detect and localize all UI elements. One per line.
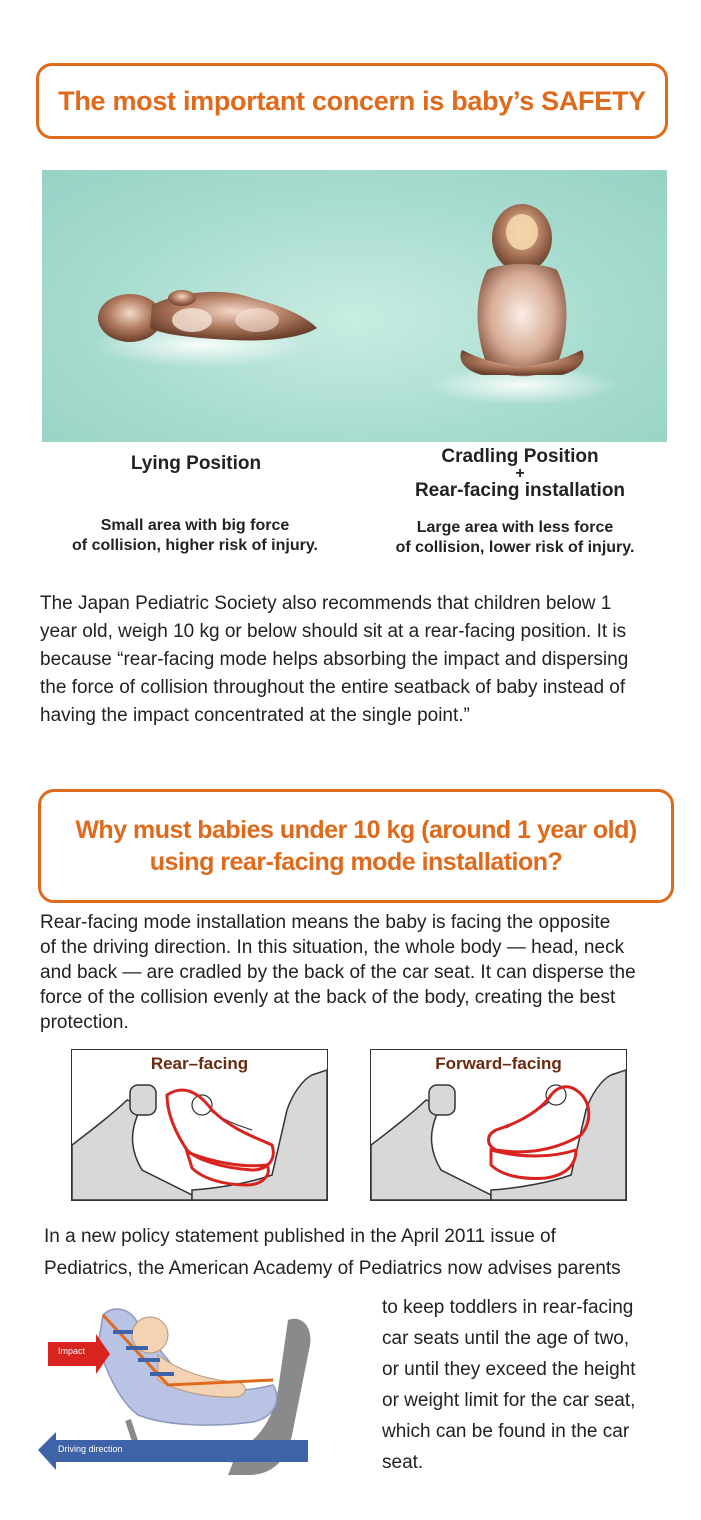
rear-facing-seat-illustration <box>72 1050 327 1200</box>
paragraph-line: Pediatrics, the American Academy of Pediatrics now advises parents <box>44 1258 621 1279</box>
paragraph-line: the force of collision throughout the entire seatback of baby instead of <box>40 677 626 698</box>
rear-facing-label: Rear–facing <box>150 1054 249 1073</box>
cradling-desc-line1: Large area with less force <box>416 519 614 536</box>
paragraph-line: or weight limit for the car seat, <box>382 1390 636 1411</box>
cradling-position-title <box>380 445 660 503</box>
paragraph-line: Rear-facing mode installation means the baby is facing the opposite <box>40 912 611 933</box>
lying-desc-line1: Small area with big force <box>100 517 290 534</box>
paragraph-line: protection. <box>40 1012 129 1033</box>
paragraph-line: to keep toddlers in rear-facing <box>382 1297 634 1318</box>
cradling-description <box>370 518 660 558</box>
impact-label: Impact <box>58 1346 86 1356</box>
cradling-desc-line2: of collision, lower risk of injury. <box>395 539 635 556</box>
paragraph-line: force of the collision evenly at the back of the body, creating the best <box>40 987 616 1008</box>
rear-facing-panel <box>71 1049 328 1201</box>
paragraph-line: In a new policy statement published in the April 2011 issue of <box>44 1226 556 1247</box>
forward-facing-label: Forward–facing <box>435 1054 562 1073</box>
jps-recommendation-paragraph <box>40 590 680 730</box>
paragraph-line: having the impact concentrated at the single point.” <box>40 705 470 726</box>
paragraph-line: The Japan Pediatric Society also recommends that children below 1 <box>40 593 612 614</box>
plus-sign: + <box>515 465 525 482</box>
title-line2: using rear-facing mode installation? <box>149 848 563 876</box>
baby-positions-illustration <box>42 170 667 442</box>
paragraph-line: or until they exceed the height <box>382 1359 636 1380</box>
paragraph-line: of the driving direction. In this situation, the whole body — head, neck <box>40 937 625 958</box>
aap-policy-paragraph-top <box>44 1221 694 1285</box>
safety-title: The most important concern is baby’s SAFETY <box>58 85 646 116</box>
lying-description <box>40 516 350 556</box>
driving-direction-label: Driving direction <box>58 1444 123 1454</box>
sitting-baby <box>427 204 617 405</box>
lying-baby <box>92 290 317 367</box>
lying-position-title: Lying Position <box>130 453 262 474</box>
forward-facing-seat-illustration <box>371 1050 626 1200</box>
title-line1: Why must babies under 10 kg (around 1 year old) <box>75 816 637 844</box>
safety-title-box <box>36 63 668 139</box>
rear-facing-impact-illustration <box>38 1300 350 1480</box>
paragraph-line: car seats until the age of two, <box>382 1328 630 1349</box>
lying-desc-line2: of collision, higher risk of injury. <box>72 537 318 554</box>
paragraph-line: which can be found in the car <box>382 1421 630 1442</box>
paragraph-line: year old, weigh 10 kg or below should sit at a rear-facing position. It is <box>40 621 627 642</box>
forward-facing-panel <box>370 1049 627 1201</box>
rear-facing-explanation-paragraph <box>40 910 685 1035</box>
why-rear-facing-title <box>75 814 636 878</box>
paragraph-line: seat. <box>382 1452 424 1473</box>
aap-policy-paragraph-right <box>382 1292 692 1478</box>
cradling-title-line1: Cradling Position <box>441 446 599 467</box>
paragraph-line: and back — are cradled by the back of the car seat. It can disperse the <box>40 962 636 983</box>
why-rear-facing-title-box <box>38 789 674 903</box>
baby-positions-image <box>42 170 667 442</box>
cradling-title-line2: Rear-facing installation <box>414 480 626 501</box>
paragraph-line: because “rear-facing mode helps absorbing the impact and dispersing <box>40 649 629 670</box>
